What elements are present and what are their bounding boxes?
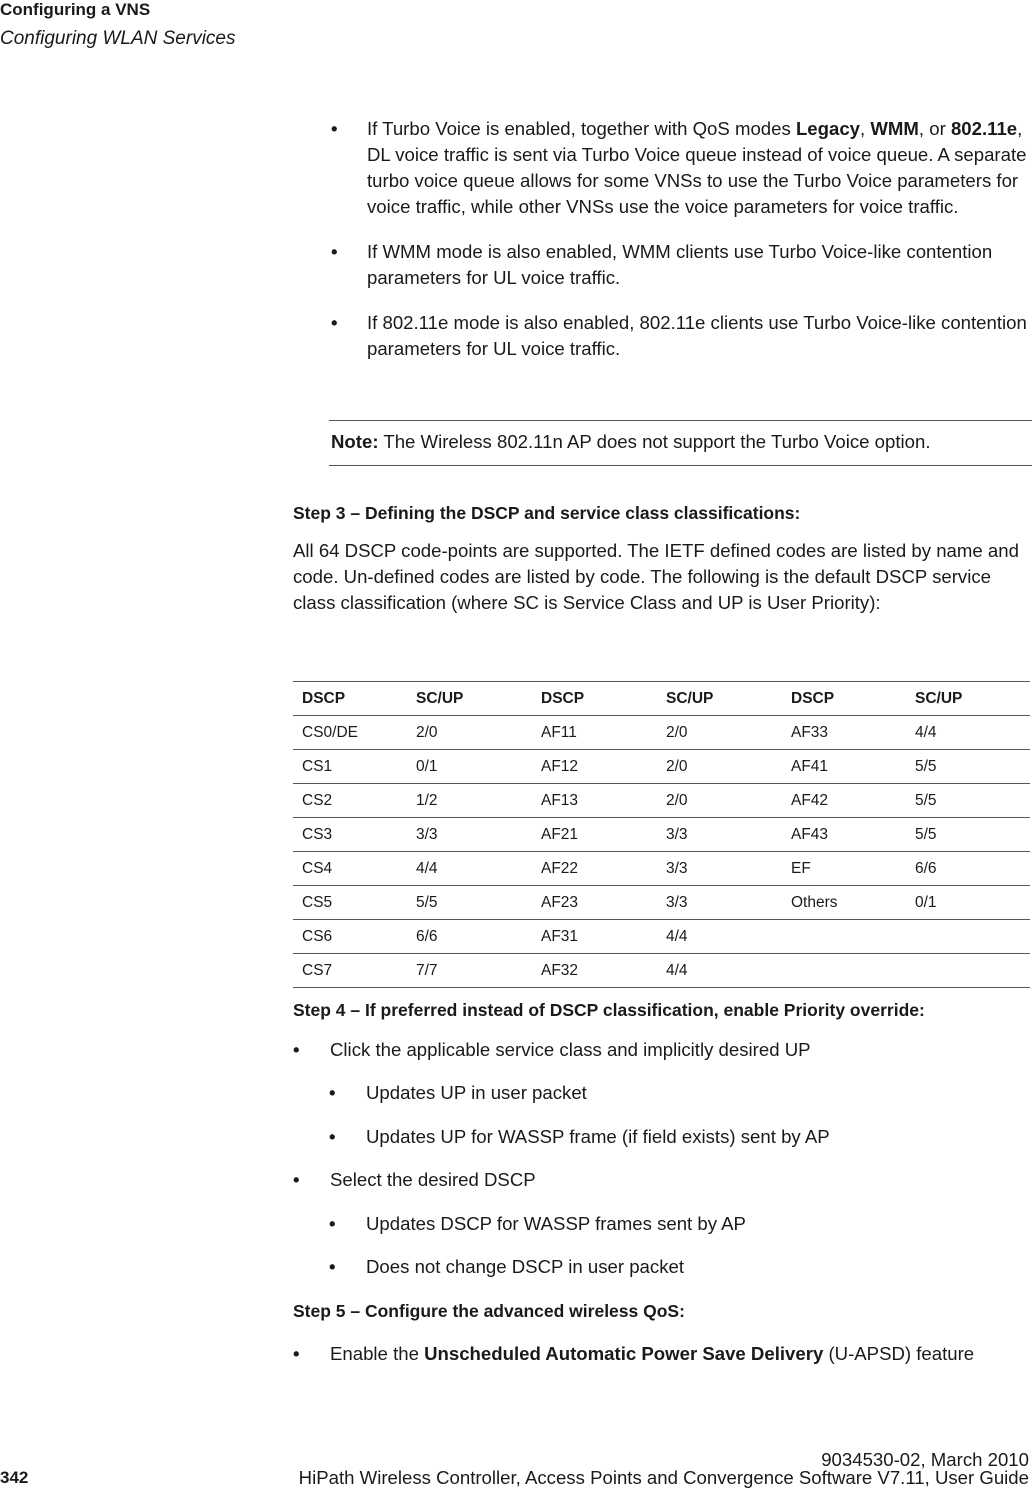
list-item: • Updates DSCP for WASSP frames sent by AP: [293, 1211, 1031, 1237]
table-cell: CS2: [293, 784, 407, 818]
table-cell: AF12: [532, 750, 657, 784]
list-item: • If 802.11e mode is also enabled, 802.11e clients use Turbo Voice-like contention parameters for UL voice traffic.: [331, 312, 1027, 359]
column-header: DSCP: [293, 682, 407, 716]
step4-heading: Step 4 – If preferred instead of DSCP classification, enable Priority override:: [293, 1000, 925, 1020]
table-cell: CS5: [293, 886, 407, 920]
table-row: [293, 920, 1030, 954]
table-cell: CS6: [293, 920, 407, 954]
table-row: [293, 818, 1030, 852]
column-header: SC/UP: [906, 682, 1030, 716]
note-text: The Wireless 802.11n AP does not support the Turbo Voice option.: [378, 431, 931, 452]
bullet-icon: •: [331, 312, 338, 333]
table-cell: AF32: [532, 954, 657, 988]
table-cell: 5/5: [906, 750, 1030, 784]
table-cell: AF11: [532, 716, 657, 750]
table-cell: AF22: [532, 852, 657, 886]
table-row: [293, 750, 1030, 784]
table-cell: CS3: [293, 818, 407, 852]
table-cell: 0/1: [906, 886, 1030, 920]
table-cell: 4/4: [906, 716, 1030, 750]
bullet-icon: •: [331, 118, 338, 139]
note-box: [329, 420, 1032, 466]
table-cell: 0/1: [407, 750, 532, 784]
table-row: [293, 852, 1030, 886]
column-header: SC/UP: [657, 682, 782, 716]
table-cell: [906, 954, 1030, 988]
table-cell: CS7: [293, 954, 407, 988]
table-cell: 5/5: [906, 784, 1030, 818]
note-label: Note:: [331, 431, 379, 452]
table-cell: 2/0: [657, 750, 782, 784]
table-cell: 3/3: [657, 886, 782, 920]
table-cell: CS1: [293, 750, 407, 784]
list-item: • If WMM mode is also enabled, WMM clients use Turbo Voice-like contention parameters for UL voice traffic.: [331, 241, 993, 288]
bullet-icon: •: [329, 1082, 336, 1103]
step3-paragraph: All 64 DSCP code-points are supported. The IETF defined codes are listed by name and code. Un-defined codes are listed by code. The following is the default DSCP service class classification (where SC is Service Class and UP is User Priority):: [293, 540, 1019, 613]
table-cell: EF: [782, 852, 906, 886]
table-cell: AF21: [532, 818, 657, 852]
list-item: • Select the desired DSCP: [293, 1167, 1031, 1193]
table-cell: AF13: [532, 784, 657, 818]
step4-list: [293, 1037, 1031, 1063]
table-row: [293, 784, 1030, 818]
list-item: • Does not change DSCP in user packet: [293, 1254, 1031, 1280]
list-item: • Updates UP for WASSP frame (if field exists) sent by AP: [293, 1124, 1031, 1150]
bullet-icon: •: [293, 1039, 300, 1060]
step5-heading: Step 5 – Configure the advanced wireless QoS:: [293, 1301, 685, 1321]
table-row: [293, 886, 1030, 920]
bullet-icon: •: [329, 1213, 336, 1234]
table-cell: [782, 954, 906, 988]
list-item: • Click the applicable service class and implicitly desired UP: [293, 1037, 1031, 1063]
table-cell: 3/3: [657, 852, 782, 886]
section-subtitle: Configuring WLAN Services: [0, 28, 236, 49]
bullet-icon: •: [329, 1126, 336, 1147]
table-cell: 3/3: [407, 818, 532, 852]
table-cell: 1/2: [407, 784, 532, 818]
table-cell: CS0/DE: [293, 716, 407, 750]
document-id: 9034530-02, March 2010: [821, 1449, 1029, 1470]
table-cell: 3/3: [657, 818, 782, 852]
list-item: • If Turbo Voice is enabled, together with QoS modes Legacy, WMM, or 802.11e, DL voice traffic is sent via Turbo Voice queue instead of voice queue. A separate turbo voice queue allows for some VNSs to use the Turbo Voice parameters for voice traffic, while other VNSs use the voice parameters for voice traffic.: [331, 118, 1027, 217]
dscp-classification-table: [293, 681, 1030, 988]
table-cell: CS4: [293, 852, 407, 886]
column-header: DSCP: [782, 682, 906, 716]
list-item: • Enable the Unscheduled Automatic Power Save Delivery (U-APSD) feature: [293, 1341, 993, 1367]
table-cell: 2/0: [657, 784, 782, 818]
bullet-icon: •: [329, 1256, 336, 1277]
table-cell: [782, 920, 906, 954]
table-cell: 5/5: [906, 818, 1030, 852]
table-cell: 7/7: [407, 954, 532, 988]
bullet-icon: •: [331, 241, 338, 262]
table-cell: 4/4: [657, 920, 782, 954]
bullet-icon: •: [293, 1343, 300, 1364]
table-cell: AF31: [532, 920, 657, 954]
table-cell: AF41: [782, 750, 906, 784]
chapter-title: Configuring a VNS: [0, 0, 151, 19]
table-cell: AF42: [782, 784, 906, 818]
table-row: [293, 954, 1030, 988]
table-cell: 2/0: [407, 716, 532, 750]
table-cell: 6/6: [906, 852, 1030, 886]
column-header: SC/UP: [407, 682, 532, 716]
table-cell: Others: [782, 886, 906, 920]
table-cell: 4/4: [657, 954, 782, 988]
table-cell: 5/5: [407, 886, 532, 920]
step5-list: [293, 1341, 993, 1367]
table-cell: AF43: [782, 818, 906, 852]
table-cell: AF33: [782, 716, 906, 750]
table-cell: AF23: [532, 886, 657, 920]
page-number: 342: [0, 1468, 29, 1487]
guide-title: HiPath Wireless Controller, Access Points and Convergence Software V7.11, User Guide: [298, 1467, 1029, 1488]
bullet-icon: •: [293, 1169, 300, 1190]
table-row: [293, 716, 1030, 750]
list-item: • Updates UP in user packet: [293, 1080, 1031, 1106]
table-header-row: [293, 682, 1030, 716]
turbo-voice-bullet-list: [331, 116, 1031, 381]
table-cell: [906, 920, 1030, 954]
table-cell: 2/0: [657, 716, 782, 750]
table-cell: 6/6: [407, 920, 532, 954]
step3-heading: Step 3 – Defining the DSCP and service class classifications:: [293, 503, 801, 523]
column-header: DSCP: [532, 682, 657, 716]
table-cell: 4/4: [407, 852, 532, 886]
